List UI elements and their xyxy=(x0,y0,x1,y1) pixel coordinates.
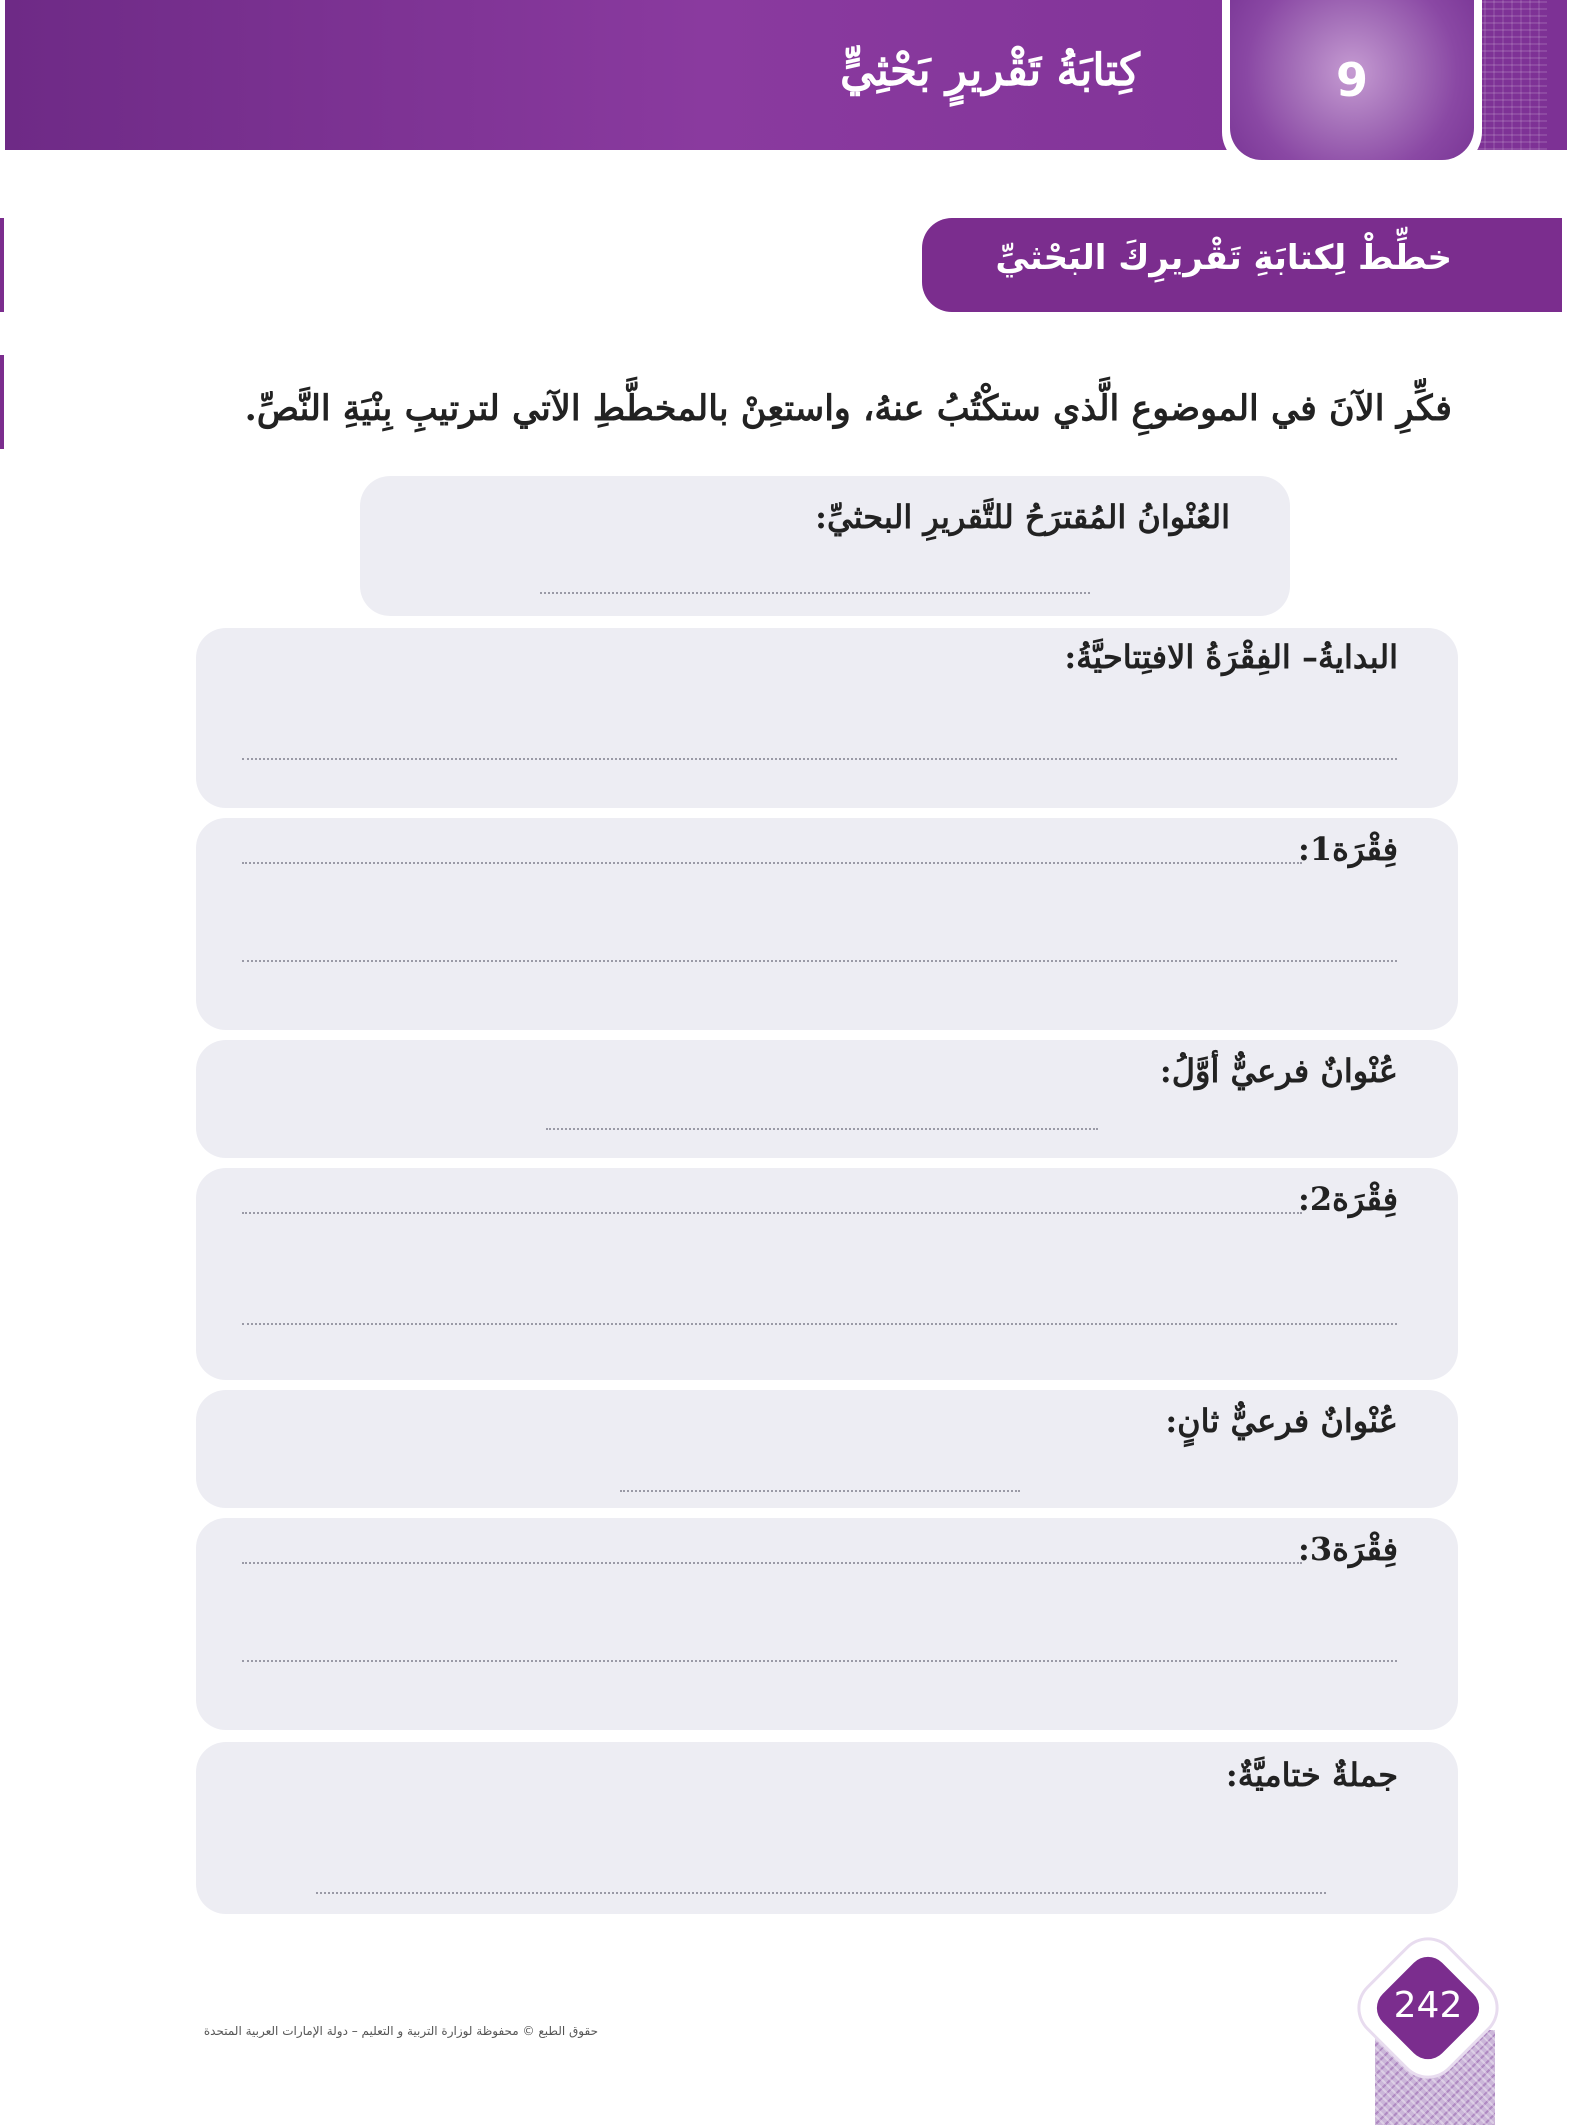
paragraph-3-box xyxy=(196,1518,1458,1730)
unit-tab xyxy=(1222,0,1482,168)
paragraph-1-box xyxy=(196,818,1458,1030)
writing-line[interactable] xyxy=(620,1490,1020,1492)
first-subheading-label: عُنْوانٌ فرعيٌّ أوَّلُ: xyxy=(1159,1052,1398,1090)
writing-line[interactable] xyxy=(242,758,1397,760)
left-edge-mark xyxy=(0,355,4,449)
unit-badge xyxy=(1230,0,1474,160)
first-subheading-box xyxy=(196,1040,1458,1158)
unit-number: 9 xyxy=(1335,53,1368,107)
closing-sentence-label: جملةٌ ختاميَّةٌ: xyxy=(1225,1756,1398,1794)
second-subheading-box xyxy=(196,1390,1458,1508)
section-header xyxy=(922,218,1562,312)
section-title: خطِّطْ لِكتابَةِ تَقْريرِكَ البَحْثيِّ xyxy=(995,238,1452,278)
paragraph-2-label: فِقْرَة2: xyxy=(1298,1180,1398,1218)
writing-line[interactable] xyxy=(242,1660,1397,1662)
writing-line[interactable] xyxy=(242,1562,1302,1564)
paragraph-1-label: فِقْرَة1: xyxy=(1298,830,1398,868)
writing-line[interactable] xyxy=(242,960,1397,962)
proposed-title-box xyxy=(360,476,1290,616)
instruction-text: فكِّرِ الآنَ في الموضوعِ الَّذي ستكْتُبُ عنهُ، واستعِنْ بالمخطَّطِ الآتي لترتيبِ بِنْيَةِ النَّصِّ. xyxy=(244,388,1452,429)
writing-line[interactable] xyxy=(540,592,1090,594)
introduction-label: البدايةُ– الفِقْرَةُ الافتِتاحيَّةُ: xyxy=(1064,638,1398,676)
paragraph-3-label: فِقْرَة3: xyxy=(1298,1530,1398,1568)
writing-line[interactable] xyxy=(242,1323,1397,1325)
writing-line[interactable] xyxy=(316,1892,1326,1894)
lesson-title: كِتابَةُ تَقْريرٍ بَحْثِيٍّ xyxy=(839,45,1140,96)
writing-line[interactable] xyxy=(242,862,1302,864)
second-subheading-label: عُنْوانٌ فرعيٌّ ثانٍ: xyxy=(1165,1402,1398,1440)
proposed-title-label: العُنْوانُ المُقترَحُ للتَّقريرِ البحثيِّ: xyxy=(815,498,1230,536)
writing-line[interactable] xyxy=(242,1212,1302,1214)
page-number: 242 xyxy=(1393,1985,1463,2026)
introduction-box xyxy=(196,628,1458,808)
closing-sentence-box xyxy=(196,1742,1458,1914)
left-edge-mark xyxy=(0,218,4,312)
copyright-footer: حقوق الطبع © محفوظة لوزارة التربية و التعليم – دولة الإمارات العربية المتحدة xyxy=(203,2024,598,2038)
paragraph-2-box xyxy=(196,1168,1458,1380)
writing-line[interactable] xyxy=(546,1128,1098,1130)
